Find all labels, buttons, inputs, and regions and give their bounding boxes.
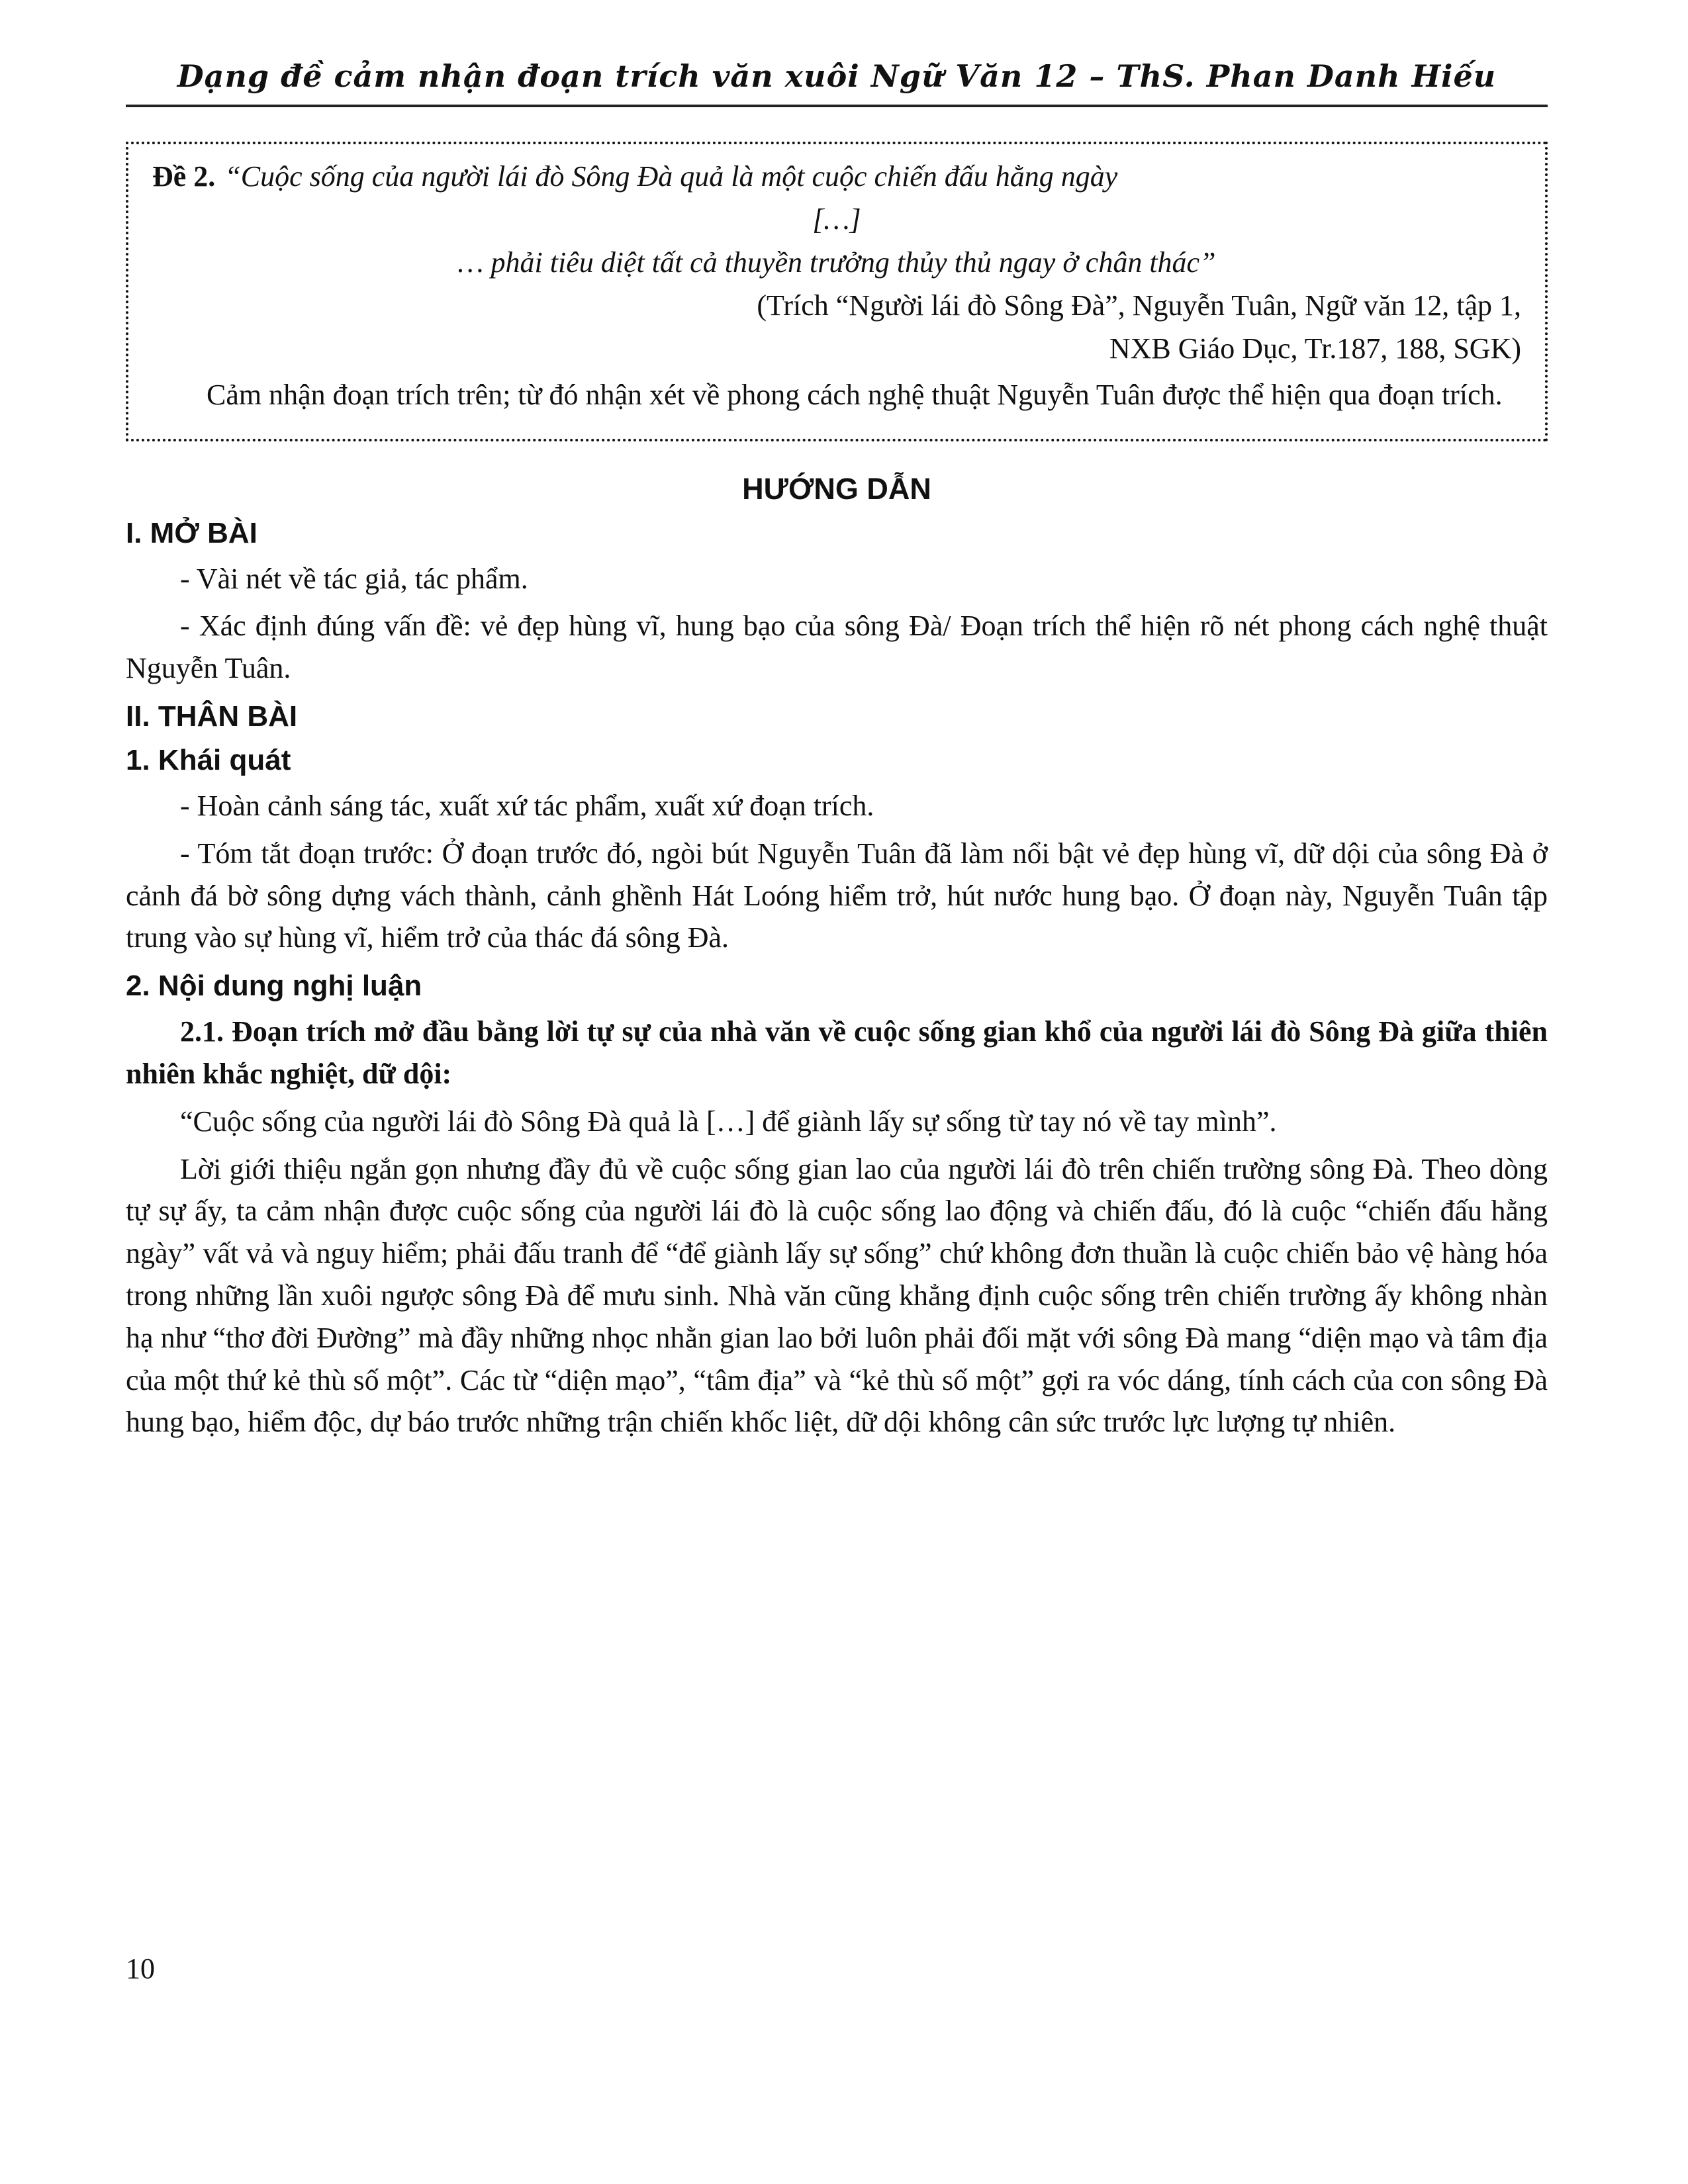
problem-statement-line bbox=[152, 155, 1521, 198]
section-heading-mo-bai: I. MỞ BÀI bbox=[126, 516, 258, 549]
problem-quote-close: … phải tiêu diệt tất cả thuyền trưởng thủy thủ ngay ở chân thác” bbox=[457, 246, 1216, 279]
mo-bai-item-2: - Xác định đúng vấn đề: vẻ đẹp hùng vĩ, hung bạo của sông Đà/ Đoạn trích thể hiện rõ nét phong cách nghệ thuật Nguyễn Tuân. bbox=[126, 610, 1548, 685]
page-header bbox=[126, 58, 1548, 107]
point-2-1-analysis: Lời giới thiệu ngắn gọn nhưng đầy đủ về cuộc sống gian lao của người lái đò trên chiến trường sông Đà. Theo dòng tự sự ấy, ta cảm nhận được cuộc sống của người lái đò là cuộc sống lao động và chiến đấu, đó là cuộc “chiến đấu hằng ngày” vất vả và nguy hiểm; phải đấu tranh để “để giành lấy sự sống” chứ không đơn thuần là cuộc chiến bảo vệ hàng hóa trong những lần xuôi ngược sông Đà để mưu sinh. Nhà văn cũng khẳng định cuộc sống trên chiến trường ấy không nhàn hạ như “thơ đời Đường” mà đầy những nhọc nhằn gian lao bởi luôn phải đối mặt với sông Đà mang “diện mạo và tâm địa của một thứ kẻ thù số một”. Các từ “diện mạo”, “tâm địa” và “kẻ thù số một” gợi ra vóc dáng, tính cách của con sông Đà hung bạo, hiểm độc, dự báo trước những trận chiến khốc liệt, dữ dội không cân sức trước lực lượng tự nhiên. bbox=[126, 1152, 1548, 1439]
problem-box bbox=[126, 142, 1548, 441]
problem-ellipsis: […] bbox=[812, 203, 861, 236]
point-2-1-heading: 2.1. Đoạn trích mở đầu bằng lời tự sự của nhà văn về cuộc sống gian khổ của người lái đò Sông Đà giữa thiên nhiên khắc nghiệt, dữ dội: bbox=[126, 1015, 1548, 1091]
problem-source-line1: (Trích “Người lái đò Sông Đà”, Nguyễn Tuân, Ngữ văn 12, tập 1, bbox=[757, 289, 1521, 322]
point-2-1-quote: “Cuộc sống của người lái đò Sông Đà quả là […] để giành lấy sự sống từ tay nó về tay mình”. bbox=[180, 1105, 1277, 1138]
section-heading-than-bai: II. THÂN BÀI bbox=[126, 700, 298, 733]
page-number: 10 bbox=[126, 1952, 155, 1985]
khai-quat-item-1: - Hoàn cảnh sáng tác, xuất xứ tác phẩm, xuất xứ đoạn trích. bbox=[180, 790, 874, 823]
problem-task: Cảm nhận đoạn trích trên; từ đó nhận xét về phong cách nghệ thuật Nguyễn Tuân được thể hiện qua đoạn trích. bbox=[207, 378, 1503, 411]
guide-heading: HƯỚNG DẪN bbox=[742, 471, 931, 506]
problem-quote-open: “Cuộc sống của người lái đò Sông Đà quả là một cuộc chiến đấu hằng ngày bbox=[224, 160, 1118, 193]
section-heading-noi-dung: 2. Nội dung nghị luận bbox=[126, 970, 422, 1003]
header-title: Dạng đề cảm nhận đoạn trích văn xuôi Ngữ Văn 12 – ThS. Phan Danh Hiếu bbox=[177, 58, 1497, 94]
khai-quat-item-2: - Tóm tắt đoạn trước: Ở đoạn trước đó, ngòi bút Nguyễn Tuân đã làm nổi bật vẻ đẹp hùng vĩ, dữ dội của sông Đà ở cảnh đá bờ sông dựng vách thành, cảnh ghềnh Hát Loóng hiểm trở, hút nước hung bạo. Ở đoạn này, Nguyễn Tuân tập trung vào sự hùng vĩ, hiểm trở của thác đá sông Đà. bbox=[126, 837, 1548, 954]
problem-source-line2: NXB Giáo Dục, Tr.187, 188, SGK) bbox=[1109, 332, 1521, 365]
problem-label: Đề 2. bbox=[152, 160, 216, 193]
mo-bai-item-1: - Vài nét về tác giả, tác phẩm. bbox=[180, 562, 528, 595]
section-heading-khai-quat: 1. Khái quát bbox=[126, 744, 291, 777]
